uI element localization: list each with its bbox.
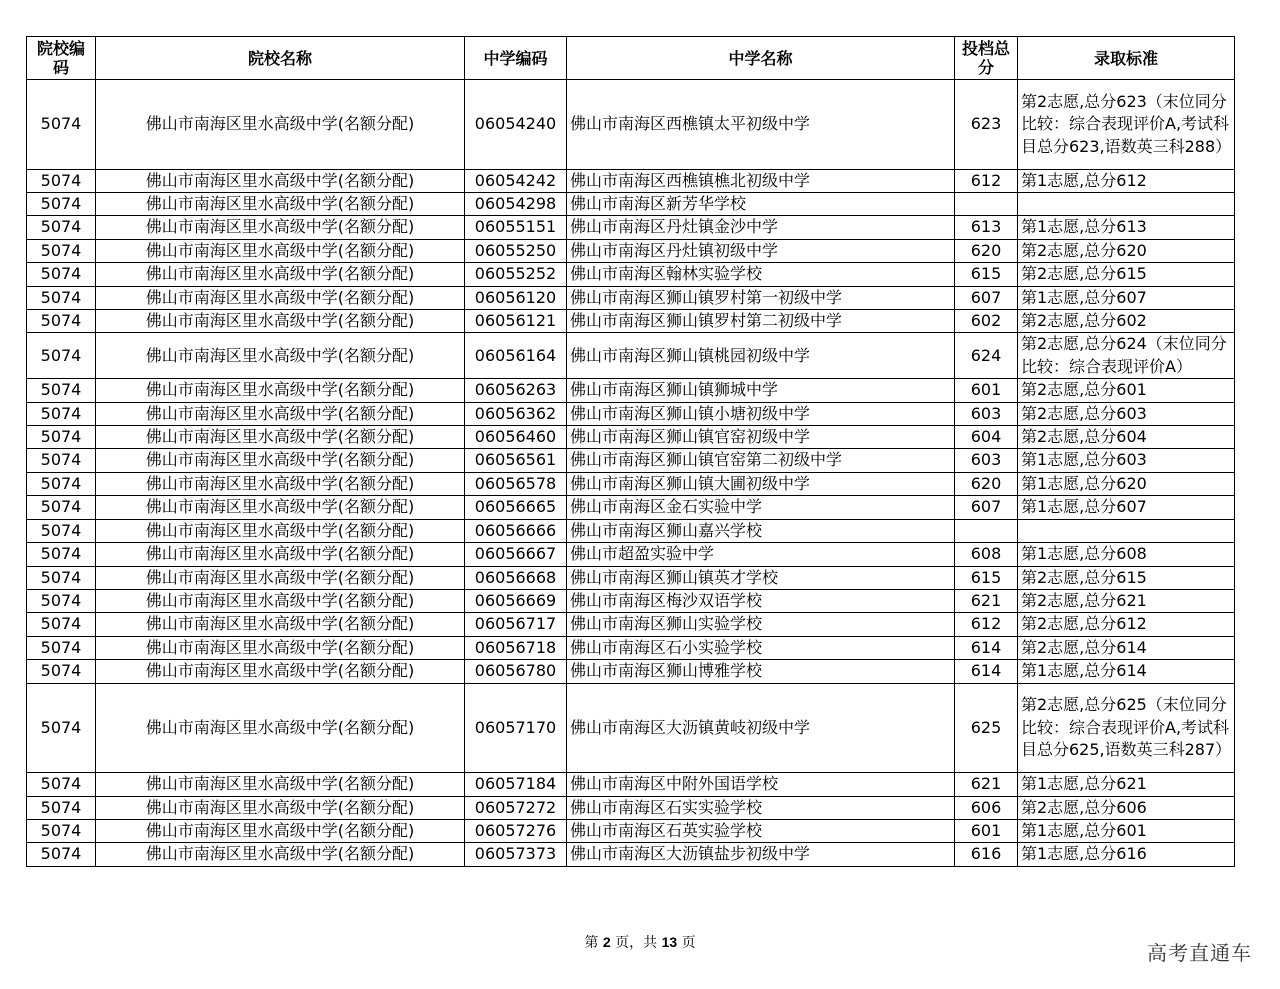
cell-school-code: 5074 [27, 426, 96, 449]
table-row [27, 613, 1235, 636]
cell-total-score: 603 [955, 449, 1018, 472]
footer-total-pages: 13 [661, 934, 678, 950]
table-row [27, 402, 1235, 425]
footer-suffix: 页 [677, 935, 696, 951]
cell-middle-school-code: 06057276 [465, 819, 567, 842]
cell-school-code: 5074 [27, 286, 96, 309]
cell-school-name: 佛山市南海区里水高级中学(名额分配) [96, 796, 465, 819]
cell-school-name: 佛山市南海区里水高级中学(名额分配) [96, 310, 465, 333]
cell-middle-school-code: 06055252 [465, 263, 567, 286]
cell-middle-school-code: 06054240 [465, 80, 567, 170]
cell-total-score: 621 [955, 589, 1018, 612]
cell-middle-school-name: 佛山市南海区狮山镇桃园初级中学 [567, 333, 955, 379]
cell-middle-school-code: 06054298 [465, 193, 567, 216]
cell-admission-standard: 第1志愿,总分607 [1018, 496, 1235, 519]
cell-admission-standard: 第2志愿,总分620 [1018, 239, 1235, 262]
cell-admission-standard: 第1志愿,总分613 [1018, 216, 1235, 239]
cell-total-score: 607 [955, 286, 1018, 309]
cell-admission-standard: 第2志愿,总分602 [1018, 310, 1235, 333]
cell-school-name: 佛山市南海区里水高级中学(名额分配) [96, 843, 465, 866]
cell-school-name: 佛山市南海区里水高级中学(名额分配) [96, 193, 465, 216]
cell-middle-school-name: 佛山市南海区狮山镇小塘初级中学 [567, 402, 955, 425]
cell-total-score: 606 [955, 796, 1018, 819]
cell-total-score: 612 [955, 169, 1018, 192]
cell-school-name: 佛山市南海区里水高级中学(名额分配) [96, 543, 465, 566]
cell-middle-school-name: 佛山市南海区狮山镇官窑初级中学 [567, 426, 955, 449]
header-total-score: 投档总分 [955, 37, 1018, 80]
table-row [27, 193, 1235, 216]
cell-admission-standard: 第1志愿,总分608 [1018, 543, 1235, 566]
table-header [27, 37, 1235, 80]
cell-total-score: 602 [955, 310, 1018, 333]
cell-middle-school-code: 06056460 [465, 426, 567, 449]
cell-total-score: 612 [955, 613, 1018, 636]
cell-total-score: 623 [955, 80, 1018, 170]
table-row [27, 636, 1235, 659]
cell-school-name: 佛山市南海区里水高级中学(名额分配) [96, 613, 465, 636]
cell-total-score: 620 [955, 472, 1018, 495]
cell-admission-standard: 第2志愿,总分615 [1018, 263, 1235, 286]
cell-school-code: 5074 [27, 796, 96, 819]
cell-total-score: 608 [955, 543, 1018, 566]
cell-middle-school-code: 06057272 [465, 796, 567, 819]
cell-school-name: 佛山市南海区里水高级中学(名额分配) [96, 660, 465, 683]
cell-middle-school-code: 06055250 [465, 239, 567, 262]
cell-middle-school-code: 06056121 [465, 310, 567, 333]
cell-admission-standard: 第1志愿,总分607 [1018, 286, 1235, 309]
cell-total-score: 613 [955, 216, 1018, 239]
cell-admission-standard: 第2志愿,总分603 [1018, 402, 1235, 425]
cell-middle-school-code: 06056164 [465, 333, 567, 379]
cell-middle-school-code: 06056668 [465, 566, 567, 589]
cell-admission-standard: 第2志愿,总分612 [1018, 613, 1235, 636]
cell-admission-standard: 第2志愿,总分625（末位同分比较：综合表现评价A,考试科目总分625,语数英三科287） [1018, 683, 1235, 773]
cell-total-score: 603 [955, 402, 1018, 425]
header-middle-school-name: 中学名称 [567, 37, 955, 80]
header-middle-school-code: 中学编码 [465, 37, 567, 80]
cell-middle-school-code: 06056717 [465, 613, 567, 636]
cell-school-name: 佛山市南海区里水高级中学(名额分配) [96, 773, 465, 796]
table-row [27, 796, 1235, 819]
cell-middle-school-name: 佛山市南海区西樵镇樵北初级中学 [567, 169, 955, 192]
cell-middle-school-code: 06056666 [465, 519, 567, 542]
cell-school-code: 5074 [27, 843, 96, 866]
cell-school-code: 5074 [27, 496, 96, 519]
cell-admission-standard: 第1志愿,总分612 [1018, 169, 1235, 192]
table-row [27, 589, 1235, 612]
footer-prefix: 第 [584, 935, 603, 951]
table-body [27, 80, 1235, 867]
cell-school-code: 5074 [27, 543, 96, 566]
cell-total-score: 615 [955, 566, 1018, 589]
cell-school-code: 5074 [27, 263, 96, 286]
cell-total-score: 615 [955, 263, 1018, 286]
cell-middle-school-name: 佛山市南海区石实实验学校 [567, 796, 955, 819]
cell-middle-school-name: 佛山市南海区大沥镇盐步初级中学 [567, 843, 955, 866]
cell-total-score: 621 [955, 773, 1018, 796]
cell-middle-school-code: 06056120 [465, 286, 567, 309]
table-row [27, 379, 1235, 402]
cell-middle-school-name: 佛山市南海区西樵镇太平初级中学 [567, 80, 955, 170]
table-row [27, 333, 1235, 379]
cell-middle-school-name: 佛山市南海区丹灶镇初级中学 [567, 239, 955, 262]
page-footer [0, 932, 1280, 952]
footer-middle: 页，共 [610, 935, 662, 951]
cell-admission-standard [1018, 519, 1235, 542]
cell-school-name: 佛山市南海区里水高级中学(名额分配) [96, 636, 465, 659]
table-row [27, 566, 1235, 589]
cell-school-code: 5074 [27, 773, 96, 796]
cell-middle-school-code: 06056362 [465, 402, 567, 425]
cell-middle-school-name: 佛山市南海区狮山博雅学校 [567, 660, 955, 683]
cell-school-name: 佛山市南海区里水高级中学(名额分配) [96, 519, 465, 542]
cell-school-name: 佛山市南海区里水高级中学(名额分配) [96, 379, 465, 402]
cell-middle-school-code: 06055151 [465, 216, 567, 239]
cell-school-code: 5074 [27, 519, 96, 542]
cell-school-code: 5074 [27, 613, 96, 636]
cell-middle-school-name: 佛山市南海区大沥镇黄岐初级中学 [567, 683, 955, 773]
cell-middle-school-name: 佛山市南海区狮山镇大圃初级中学 [567, 472, 955, 495]
table-row [27, 773, 1235, 796]
table-row [27, 543, 1235, 566]
cell-middle-school-code: 06054242 [465, 169, 567, 192]
cell-total-score [955, 519, 1018, 542]
footer-page-number: 2 [602, 934, 611, 950]
cell-middle-school-code: 06056669 [465, 589, 567, 612]
cell-school-name: 佛山市南海区里水高级中学(名额分配) [96, 589, 465, 612]
table-row [27, 519, 1235, 542]
header-school-code: 院校编码 [27, 37, 96, 80]
cell-middle-school-name: 佛山市南海区狮山镇狮城中学 [567, 379, 955, 402]
cell-school-code: 5074 [27, 683, 96, 773]
cell-middle-school-name: 佛山市超盈实验中学 [567, 543, 955, 566]
cell-middle-school-name: 佛山市南海区狮山镇罗村第一初级中学 [567, 286, 955, 309]
cell-school-code: 5074 [27, 310, 96, 333]
cell-school-code: 5074 [27, 193, 96, 216]
cell-school-name: 佛山市南海区里水高级中学(名额分配) [96, 449, 465, 472]
cell-admission-standard: 第2志愿,总分604 [1018, 426, 1235, 449]
cell-school-code: 5074 [27, 239, 96, 262]
table-row [27, 216, 1235, 239]
cell-school-code: 5074 [27, 472, 96, 495]
cell-admission-standard: 第1志愿,总分616 [1018, 843, 1235, 866]
cell-middle-school-name: 佛山市南海区梅沙双语学校 [567, 589, 955, 612]
cell-middle-school-code: 06056667 [465, 543, 567, 566]
table-row [27, 472, 1235, 495]
cell-middle-school-name: 佛山市南海区狮山镇官窑第二初级中学 [567, 449, 955, 472]
cell-middle-school-name: 佛山市南海区翰林实验学校 [567, 263, 955, 286]
cell-middle-school-name: 佛山市南海区狮山嘉兴学校 [567, 519, 955, 542]
cell-middle-school-name: 佛山市南海区金石实验中学 [567, 496, 955, 519]
cell-school-code: 5074 [27, 402, 96, 425]
header-school-name: 院校名称 [96, 37, 465, 80]
cell-school-code: 5074 [27, 80, 96, 170]
table-row [27, 263, 1235, 286]
cell-total-score [955, 193, 1018, 216]
cell-middle-school-name: 佛山市南海区石小实验学校 [567, 636, 955, 659]
cell-school-name: 佛山市南海区里水高级中学(名额分配) [96, 402, 465, 425]
cell-middle-school-code: 06056561 [465, 449, 567, 472]
cell-middle-school-name: 佛山市南海区丹灶镇金沙中学 [567, 216, 955, 239]
cell-middle-school-name: 佛山市南海区中附外国语学校 [567, 773, 955, 796]
cell-school-code: 5074 [27, 216, 96, 239]
cell-middle-school-name: 佛山市南海区狮山实验学校 [567, 613, 955, 636]
cell-middle-school-name: 佛山市南海区新芳华学校 [567, 193, 955, 216]
cell-middle-school-code: 06056578 [465, 472, 567, 495]
cell-admission-standard: 第2志愿,总分614 [1018, 636, 1235, 659]
cell-school-name: 佛山市南海区里水高级中学(名额分配) [96, 683, 465, 773]
table-row [27, 660, 1235, 683]
cell-school-name: 佛山市南海区里水高级中学(名额分配) [96, 819, 465, 842]
cell-middle-school-name: 佛山市南海区石英实验学校 [567, 819, 955, 842]
cell-middle-school-code: 06056665 [465, 496, 567, 519]
cell-admission-standard: 第2志愿,总分624（末位同分比较：综合表现评价A） [1018, 333, 1235, 379]
cell-school-name: 佛山市南海区里水高级中学(名额分配) [96, 169, 465, 192]
table-row [27, 449, 1235, 472]
cell-admission-standard: 第2志愿,总分601 [1018, 379, 1235, 402]
table-row [27, 286, 1235, 309]
table-row [27, 239, 1235, 262]
cell-school-name: 佛山市南海区里水高级中学(名额分配) [96, 239, 465, 262]
cell-middle-school-name: 佛山市南海区狮山镇英才学校 [567, 566, 955, 589]
cell-middle-school-code: 06056780 [465, 660, 567, 683]
cell-middle-school-code: 06057170 [465, 683, 567, 773]
cell-admission-standard: 第2志愿,总分606 [1018, 796, 1235, 819]
cell-admission-standard: 第1志愿,总分614 [1018, 660, 1235, 683]
watermark-text: 高考直通车 [1147, 941, 1252, 965]
cell-school-code: 5074 [27, 589, 96, 612]
cell-admission-standard: 第1志愿,总分621 [1018, 773, 1235, 796]
admission-table [26, 36, 1235, 867]
table-row [27, 843, 1235, 866]
header-admission-standard: 录取标准 [1018, 37, 1235, 80]
cell-total-score: 616 [955, 843, 1018, 866]
cell-school-code: 5074 [27, 379, 96, 402]
cell-middle-school-code: 06056718 [465, 636, 567, 659]
cell-total-score: 601 [955, 379, 1018, 402]
cell-total-score: 624 [955, 333, 1018, 379]
cell-total-score: 620 [955, 239, 1018, 262]
cell-school-name: 佛山市南海区里水高级中学(名额分配) [96, 286, 465, 309]
cell-total-score: 625 [955, 683, 1018, 773]
table-row [27, 819, 1235, 842]
table-row [27, 310, 1235, 333]
cell-school-name: 佛山市南海区里水高级中学(名额分配) [96, 333, 465, 379]
cell-admission-standard: 第2志愿,总分615 [1018, 566, 1235, 589]
cell-school-code: 5074 [27, 566, 96, 589]
cell-school-name: 佛山市南海区里水高级中学(名额分配) [96, 496, 465, 519]
cell-school-code: 5074 [27, 636, 96, 659]
header-row [27, 37, 1235, 80]
cell-total-score: 607 [955, 496, 1018, 519]
cell-admission-standard: 第2志愿,总分621 [1018, 589, 1235, 612]
table-row [27, 80, 1235, 170]
table-row [27, 426, 1235, 449]
cell-school-code: 5074 [27, 169, 96, 192]
cell-admission-standard [1018, 193, 1235, 216]
table-row [27, 683, 1235, 773]
cell-total-score: 604 [955, 426, 1018, 449]
cell-school-name: 佛山市南海区里水高级中学(名额分配) [96, 426, 465, 449]
cell-school-code: 5074 [27, 449, 96, 472]
cell-total-score: 601 [955, 819, 1018, 842]
cell-admission-standard: 第1志愿,总分620 [1018, 472, 1235, 495]
cell-admission-standard: 第2志愿,总分623（末位同分比较：综合表现评价A,考试科目总分623,语数英三科288） [1018, 80, 1235, 170]
cell-total-score: 614 [955, 660, 1018, 683]
cell-total-score: 614 [955, 636, 1018, 659]
cell-school-name: 佛山市南海区里水高级中学(名额分配) [96, 472, 465, 495]
cell-middle-school-code: 06056263 [465, 379, 567, 402]
cell-middle-school-code: 06057184 [465, 773, 567, 796]
cell-school-name: 佛山市南海区里水高级中学(名额分配) [96, 80, 465, 170]
cell-school-name: 佛山市南海区里水高级中学(名额分配) [96, 216, 465, 239]
cell-middle-school-code: 06057373 [465, 843, 567, 866]
cell-school-code: 5074 [27, 660, 96, 683]
cell-school-name: 佛山市南海区里水高级中学(名额分配) [96, 263, 465, 286]
table-row [27, 169, 1235, 192]
cell-school-code: 5074 [27, 819, 96, 842]
cell-school-name: 佛山市南海区里水高级中学(名额分配) [96, 566, 465, 589]
cell-admission-standard: 第1志愿,总分601 [1018, 819, 1235, 842]
cell-admission-standard: 第1志愿,总分603 [1018, 449, 1235, 472]
cell-middle-school-name: 佛山市南海区狮山镇罗村第二初级中学 [567, 310, 955, 333]
cell-school-code: 5074 [27, 333, 96, 379]
table-row [27, 496, 1235, 519]
